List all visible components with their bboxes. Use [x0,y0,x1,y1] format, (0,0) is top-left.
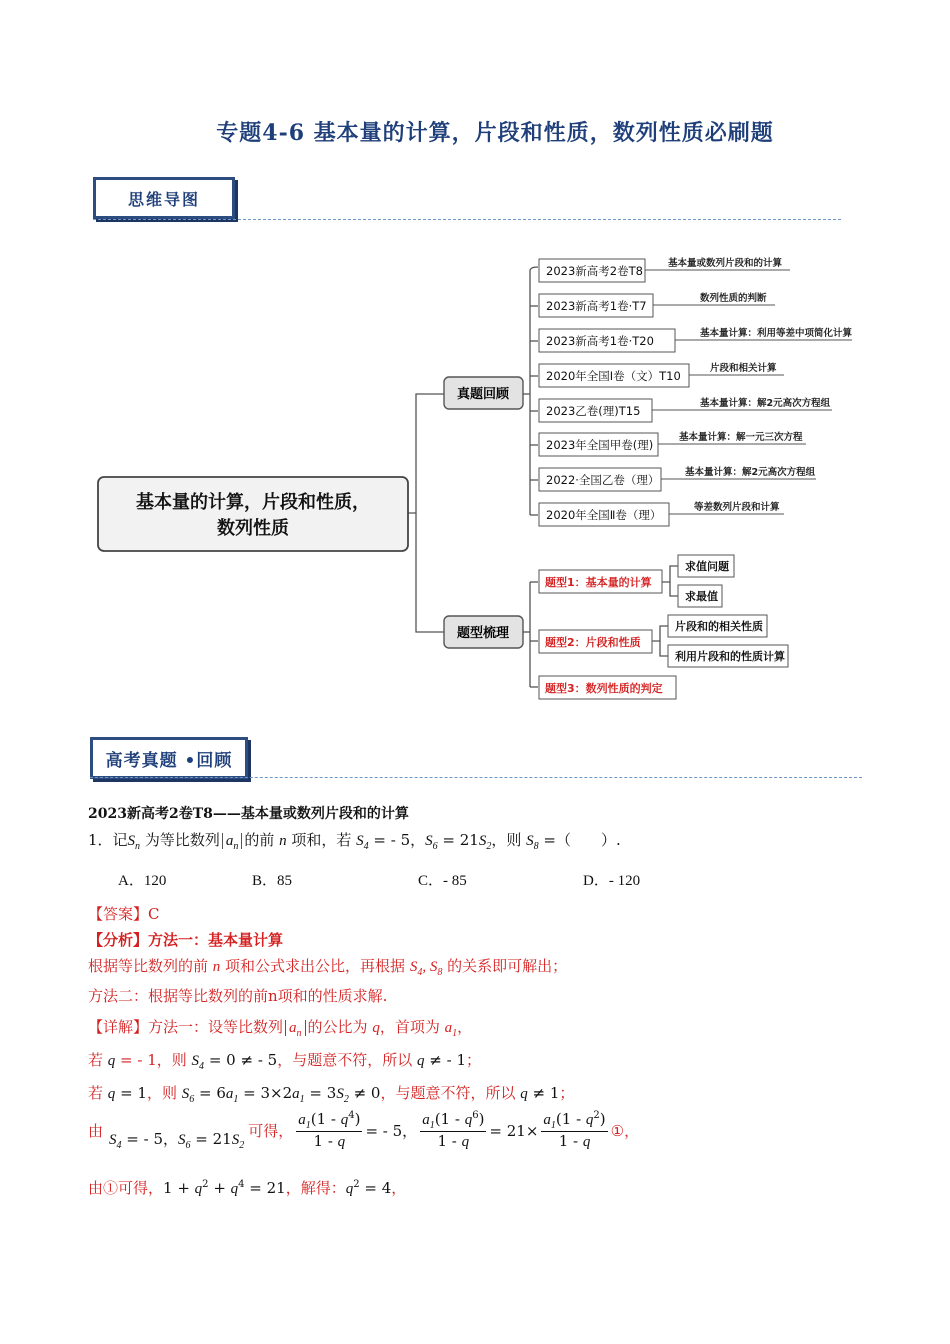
exam-item-label: 2023新高考2卷T8 [546,264,643,278]
exam-item-label: 2023新高考1卷·T20 [546,334,654,348]
detail-line-4: 由 $S_4$ = - 5，$S_6 = 21S_2$ 可得， $\frac{a_1(1 - q^4)}{1 - q}$ = - 5， $\frac{a_1(1 - q^6)}{1 - q}$ = 21× $\frac{a_1(1 - q^2)}{1 - q}$ ①， [88,1110,640,1151]
root-node [98,477,408,551]
type-item-label: 题型3：数列性质的判定 [545,682,663,695]
analysis-line [88,929,283,950]
choice-b[interactable]: B．85 [252,873,293,889]
detail-line-3: 若 q = 1，则 $S_6 = 6a_1 = 3\times 2a_1 = 3S_2 \ne 0$，与题意不符，所以 q ≠ 1； [88,1084,575,1105]
type-sub-label: 利用片段和的性质计算 [675,650,785,663]
detail-label: 【详解】 [88,1018,149,1036]
page-title: 专题4-6 基本量的计算，片段和性质，数列性质必刷题 [216,120,774,146]
answer-label: 【答案】 [88,905,149,923]
answer-line [88,903,160,924]
type-item-label: 题型1：基本量的计算 [545,576,652,589]
detail-line-5: 由①可得，$1 + q^2 + q^4 = 21$，解得：$q^2 = 4$， [88,1179,407,1197]
detail-line-2: 若 q = - 1，则 $S_4 = 0$ ≠ - 5，与题意不符，所以 q ≠ - 1； [88,1051,481,1072]
exam-note: 基本量或数列片段和的计算 [668,258,783,269]
type-sub-label: 求值问题 [685,560,729,573]
exam-note: 数列性质的判断 [700,293,767,304]
answer-value: C [148,905,160,923]
exam-note: 基本量计算：利用等差中项简化计算 [700,328,853,339]
divider [90,777,862,778]
analysis-text-1: 根据等比数列的前 n 项和公式求出公比，再根据 $S_4$, $S_8$ 的关系即可解出； [88,957,568,978]
type-sub-label: 片段和的相关性质 [675,620,763,633]
problem-number: 1．记 [88,831,128,849]
type-sub-label: 求最值 [685,590,718,603]
analysis-text-2: 方法二：根据等比数列的前n项和的性质求解. [88,987,388,1005]
exam-item-label: 2022·全国乙卷（理） [546,473,660,487]
analysis-label: 【分析】 [88,931,149,949]
problem-statement: 1．记$S_n$ 为等比数列 $a_n$ 的前 n 项和，若 $S_4$ = - 5，$S_6 = 21S_2$，则 $S_8$ =（ ）. [88,831,621,852]
exam-item-label: 2020年全国Ⅱ卷（理） [546,508,662,522]
exam-item-label: 2023乙卷(理)T15 [546,404,641,418]
exam-note: 基本量计算：解一元三次方程 [679,432,803,443]
root-line-1: 基本量的计算，片段和性质， [136,492,370,513]
section-header-review [90,737,248,779]
section-header-review-label: 高考真题 •回顾 [105,750,233,771]
choice-c[interactable]: C．- 85 [418,873,467,889]
branch-review-label: 真题回顾 [456,387,510,402]
exam-item-label: 2023新高考1卷·T7 [546,299,647,313]
branch-types-label: 题型梳理 [456,626,510,641]
type-item-label: 题型2：片段和性质 [545,636,641,649]
exam-item-label: 2020年全国Ⅰ卷（文）T10 [546,369,681,383]
choice-a[interactable]: A．120 [118,873,167,889]
exam-item-label: 2023年全国甲卷(理) [546,438,654,452]
exam-note: 基本量计算：解2元高次方程组 [685,467,816,478]
root-line-2: 数列性质 [217,518,289,539]
exam-note: 片段和相关计算 [710,363,777,374]
problem-heading: 2023新高考2卷T8——基本量或数列片段和的计算 [88,806,409,822]
analysis-title: 方法一：基本量计算 [148,931,284,949]
section-header-mindmap-label: 思维导图 [127,189,200,209]
choice-d[interactable]: D．- 120 [583,873,641,889]
exam-note: 基本量计算：解2元高次方程组 [700,398,831,409]
detail-line-1: 【详解】方法一：设等比数列 $a_n$ 的公比为 q，首项为 $a_1$， [88,1018,473,1039]
exam-note: 等差数列片段和计算 [694,502,780,513]
